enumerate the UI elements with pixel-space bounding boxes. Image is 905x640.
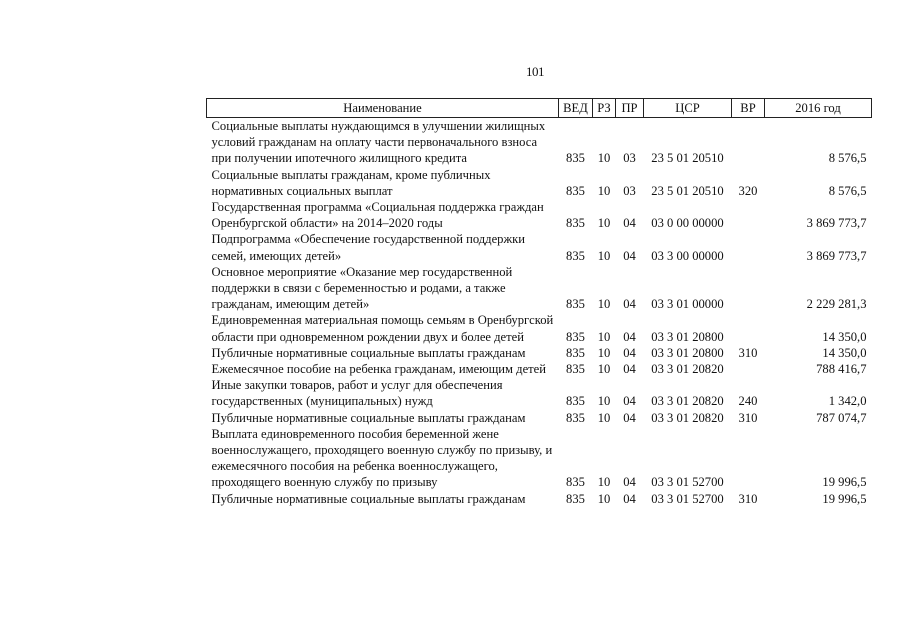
row-name: Единовременная материальная помощь семьям в Оренбургской области при одновременном рождении двух и более детей [211,313,554,344]
table-row [207,118,872,167]
header-ved: ВЕД [559,99,593,118]
row-name: Публичные нормативные социальные выплаты гражданам [211,491,526,506]
table-row [207,231,872,263]
row-amount: 19 996,5 [822,491,867,506]
row-ved: 835 [566,410,585,425]
row-csr: 03 3 01 20800 [651,345,724,360]
row-rz: 10 [597,491,611,506]
table-header-row [207,99,872,118]
row-vr [732,118,765,167]
row-pr: 04 [623,248,636,263]
row-amount: 3 869 773,7 [806,248,867,263]
header-csr: ЦСР [644,99,732,118]
table-row [207,345,872,361]
row-csr: 03 3 01 52700 [651,475,724,490]
table-row [207,377,872,409]
header-name: Наименование [207,99,559,118]
row-rz: 10 [597,394,611,409]
table-row [207,491,872,507]
row-name: Публичные нормативные социальные выплаты гражданам [211,345,526,360]
row-rz: 10 [597,410,611,425]
row-name: Социальные выплаты гражданам, кроме публичных нормативных социальных выплат [211,167,491,198]
row-rz: 10 [597,183,611,198]
row-rz: 10 [597,248,611,263]
row-pr: 03 [623,151,636,166]
row-csr: 03 3 01 20820 [651,394,724,409]
row-vr: 310 [738,491,758,506]
header-pr: ПР [616,99,644,118]
row-amount: 788 416,7 [816,362,867,377]
row-amount: 3 869 773,7 [806,216,867,231]
header-rz: РЗ [593,99,616,118]
row-ved: 835 [566,491,585,506]
row-rz: 10 [597,151,611,166]
row-amount: 19 996,5 [822,475,867,490]
row-vr [732,199,765,231]
table-row [207,264,872,313]
row-amount: 1 342,0 [828,394,867,409]
row-csr: 23 5 01 20510 [651,151,724,166]
row-ved: 835 [566,216,585,231]
table-row [207,312,872,344]
row-name: Основное мероприятие «Оказание мер государственной поддержки в связи с беременностью и родами, а также гражданам, имеющим детей» [211,264,513,312]
row-ved: 835 [566,297,585,312]
row-amount: 14 350,0 [822,345,867,360]
row-rz: 10 [597,345,611,360]
row-vr: 240 [738,394,758,409]
row-csr: 03 3 01 20800 [651,329,724,344]
row-amount: 8 576,5 [828,183,867,198]
row-csr: 03 3 00 00000 [651,248,724,263]
row-rz: 10 [597,297,611,312]
row-rz: 10 [597,329,611,344]
table-row [207,361,872,377]
row-vr [732,312,765,344]
header-year: 2016 год [765,99,872,118]
row-pr: 04 [623,345,636,360]
row-ved: 835 [566,362,585,377]
row-pr: 04 [623,362,636,377]
row-ved: 835 [566,183,585,198]
row-pr: 04 [623,475,636,490]
row-pr: 04 [623,329,636,344]
row-pr: 04 [623,410,636,425]
row-pr: 04 [623,394,636,409]
row-pr: 04 [623,491,636,506]
row-vr [732,264,765,313]
row-vr: 310 [738,345,758,360]
row-pr: 04 [623,216,636,231]
row-rz: 10 [597,475,611,490]
row-name: Социальные выплаты нуждающимся в улучшении жилищных условий гражданам на оплату части первоначального взноса при получении ипотечного жилищного кредита [211,119,546,166]
row-csr: 03 3 01 20820 [651,410,724,425]
row-name: Подпрограмма «Обеспечение государственной поддержки семей, имеющих детей» [211,232,526,263]
row-amount: 14 350,0 [822,329,867,344]
row-pr: 03 [623,183,636,198]
row-ved: 835 [566,329,585,344]
header-vr: ВР [732,99,765,118]
row-ved: 835 [566,248,585,263]
row-name: Государственная программа «Социальная поддержка граждан Оренбургской области» на 2014–2020 годы [211,200,544,231]
row-name: Публичные нормативные социальные выплаты гражданам [211,410,526,425]
table-row [207,426,872,491]
row-ved: 835 [566,475,585,490]
row-vr: 310 [738,410,758,425]
row-amount: 787 074,7 [816,410,867,425]
row-vr [732,426,765,491]
row-csr: 03 3 01 20820 [651,362,724,377]
row-csr: 03 3 01 00000 [651,297,724,312]
row-ved: 835 [566,345,585,360]
table-row [207,199,872,231]
row-csr: 23 5 01 20510 [651,183,724,198]
row-ved: 835 [566,151,585,166]
row-rz: 10 [597,216,611,231]
table-row [207,410,872,426]
row-vr [732,231,765,263]
row-csr: 03 0 00 00000 [651,216,724,231]
row-amount: 2 229 281,3 [806,297,867,312]
row-vr: 320 [738,183,758,198]
row-vr [732,361,765,377]
page-number: 101 [526,64,544,79]
row-amount: 8 576,5 [828,151,867,166]
row-pr: 04 [623,297,636,312]
budget-table [206,98,872,507]
row-name: Иные закупки товаров, работ и услуг для обеспечения государственных (муниципальных) нужд [211,378,503,409]
table-row [207,167,872,199]
row-name: Выплата единовременного пособия беременной жене военнослужащего, проходящего военную службу по призыву, и ежемесячного пособия на ребенка военнослужащего, проходящего военную службу по призыву [211,426,553,490]
row-rz: 10 [597,362,611,377]
row-ved: 835 [566,394,585,409]
row-csr: 03 3 01 52700 [651,491,724,506]
row-name: Ежемесячное пособие на ребенка гражданам, имеющим детей [211,362,546,377]
